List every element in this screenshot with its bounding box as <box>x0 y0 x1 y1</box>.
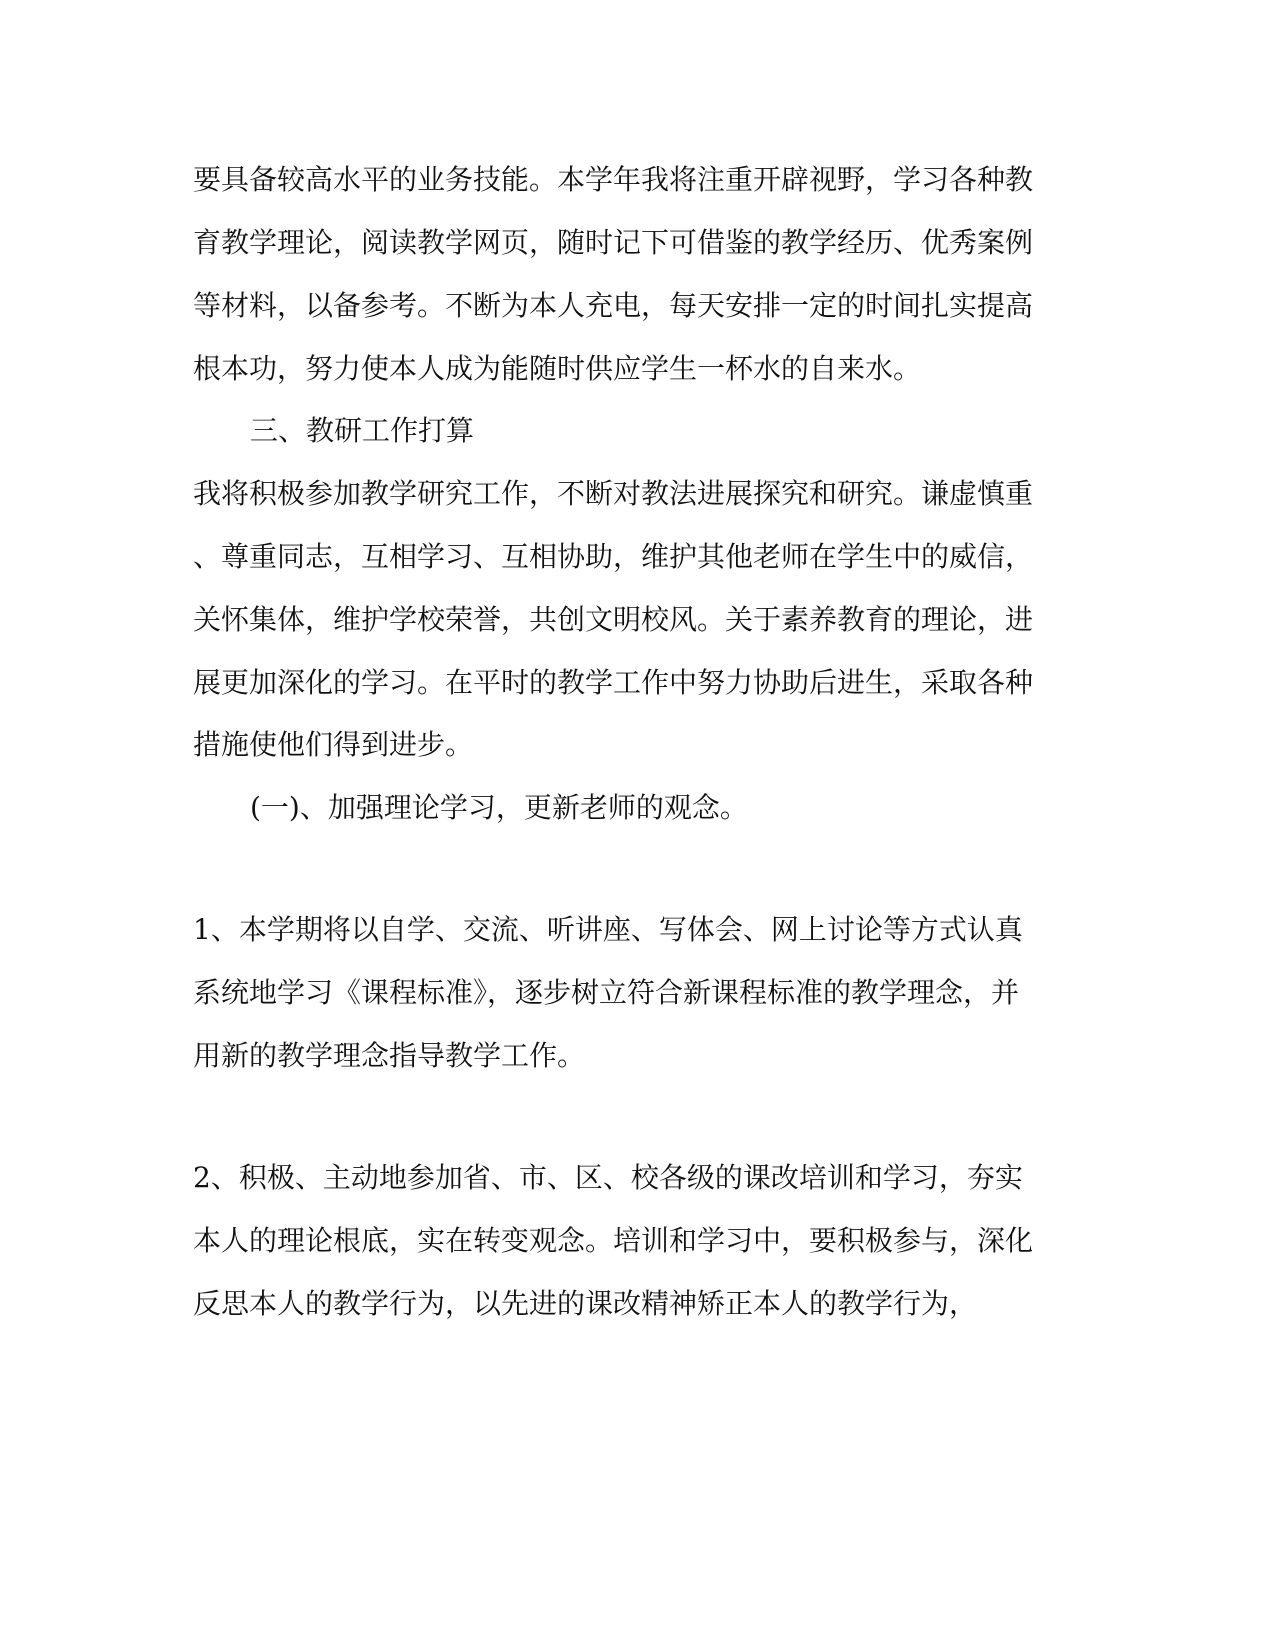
list-item-line: 反思本人的教学行为，以先进的课改精神矫正本人的教学行为， <box>193 1287 978 1320</box>
list-item-line: 系统地学习《课程标准》，逐步树立符合新课程标准的教学理念，并 <box>193 976 1020 1009</box>
paragraph-line: 措施使他们得到进步。 <box>193 728 474 761</box>
list-item-line: 1、本学期将以自学、交流、听讲座、写体会、网上讨论等方式认真 <box>193 913 1023 946</box>
paragraph-line: 展更加深化的学习。在平时的教学工作中努力协助后进生，采取各种 <box>193 666 1034 699</box>
paragraph-line: 要具备较高水平的业务技能。本学年我将注重开辟视野，学习各种教 <box>193 163 1034 196</box>
paragraph-line: 我将积极参加教学研究工作，不断对教法进展探究和研究。谦虚慎重 <box>193 477 1034 510</box>
paragraph-line: 、尊重同志，互相学习、互相协助，维护其他老师在学生中的威信， <box>193 540 1034 573</box>
paragraph-line: 根本功，努力使本人成为能随时供应学生一杯水的自来水。 <box>193 352 922 385</box>
paragraph-line: 关怀集体，维护学校荣誉，共创文明校风。关于素养教育的理论，进 <box>193 603 1034 636</box>
list-item-line: 本人的理论根底，实在转变观念。培训和学习中，要积极参与，深化 <box>193 1224 1034 1257</box>
section-heading: 三、教研工作打算 <box>250 414 475 447</box>
subsection-heading: (一)、加强理论学习，更新老师的观念。 <box>250 791 748 824</box>
paragraph-line: 育教学理论，阅读教学网页，随时记下可借鉴的教学经历、优秀案例 <box>193 226 1034 259</box>
list-item-line: 2、积极、主动地参加省、市、区、校各级的课改培训和学习，夯实 <box>193 1161 1023 1194</box>
paragraph-line: 等材料，以备参考。不断为本人充电，每天安排一定的时间扎实提高 <box>193 289 1034 322</box>
list-item-line: 用新的教学理念指导教学工作。 <box>193 1039 586 1072</box>
